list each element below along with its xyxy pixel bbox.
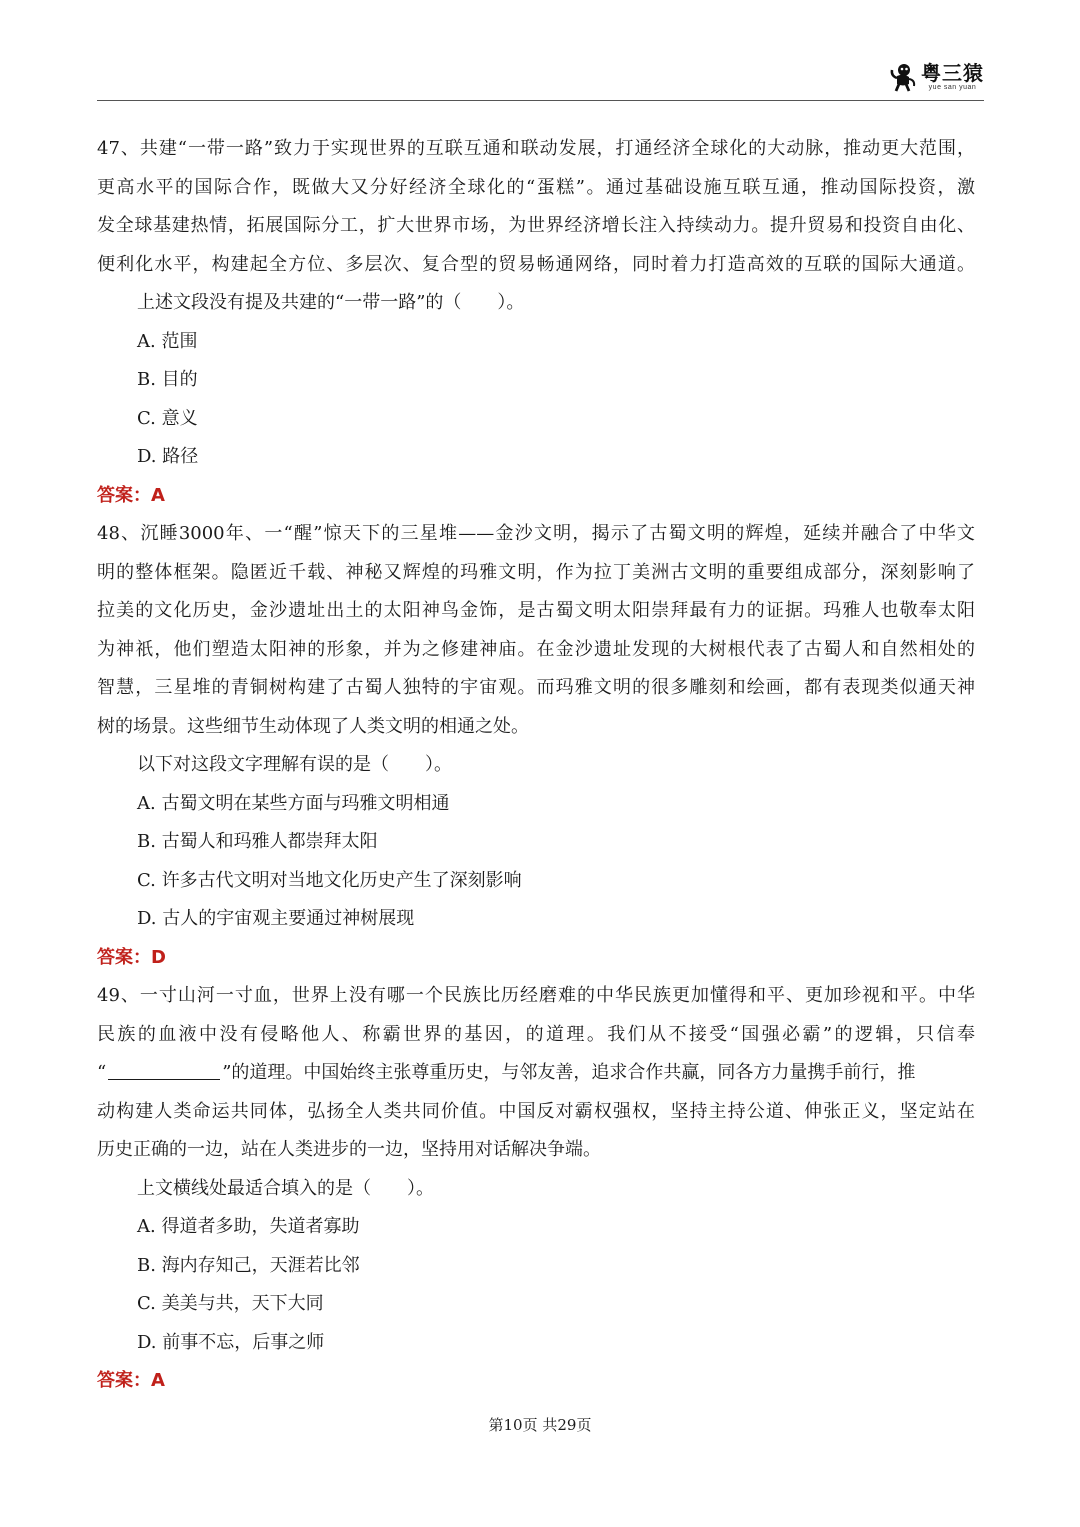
- answer-label: 答案：D: [97, 946, 166, 968]
- question-stem-line: 树的场景。这些细节生动体现了人类文明的相通之处。: [97, 715, 529, 737]
- option-d: D. 古人的宇宙观主要通过神树展现: [137, 908, 415, 929]
- question-stem-line: 拉美的文化历史，金沙遗址出土的太阳神鸟金饰，是古蜀文明太阳崇拜最有力的证据。玛雅人也敬奉太阳: [97, 600, 975, 621]
- option-c: C. 美美与共，天下大同: [137, 1293, 324, 1314]
- document-body: [97, 130, 975, 1401]
- question-47: [97, 130, 975, 515]
- question-stem-line: 49、一寸山河一寸血，世界上没有哪一个民族比历经磨难的中华民族更加懂得和平、更加珍视和平。中华: [97, 985, 975, 1006]
- logo-name: 粤三猿: [921, 61, 984, 85]
- option-a: A. 范围: [137, 330, 198, 352]
- option-c: C. 许多古代文明对当地文化历史产生了深刻影响: [137, 869, 522, 891]
- question-stem-line: 智慧，三星堆的青铜树构建了古蜀人独特的宇宙观。而玛雅文明的很多雕刻和绘画，都有表现类似通天神: [97, 677, 975, 698]
- blank-open-quote: “: [97, 1062, 107, 1083]
- option-b: B. 目的: [137, 369, 198, 390]
- blank-line-rest: ”的道理。中国始终主张尊重历史，与邻友善，追求合作共赢，同各方力量携手前行，推: [222, 1062, 916, 1083]
- option-d: D. 路径: [137, 446, 199, 467]
- answer-label: 答案：A: [97, 1370, 165, 1391]
- question-stem-line: 48、沉睡3000年、一“醒”惊天下的三星堆——金沙文明，揭示了古蜀文明的辉煌，延续并融合了中华文: [97, 523, 975, 544]
- question-49: [97, 977, 975, 1401]
- question-prompt: 上述文段没有提及共建的“一带一路”的（ ）。: [137, 292, 525, 313]
- option-c: C. 意义: [137, 407, 198, 429]
- question-prompt: 上文横线处最适合填入的是（ ）。: [137, 1177, 434, 1199]
- question-stem-line: 民族的血液中没有侵略他人、称霸世界的基因，的道理。我们从不接受“国强必霸”的逻辑，只信奉: [97, 1023, 975, 1045]
- question-stem-line-with-blank: [97, 1054, 975, 1093]
- option-b: B. 古蜀人和玛雅人都崇拜太阳: [137, 831, 378, 852]
- fill-in-blank: [108, 1061, 220, 1080]
- page-header: [97, 56, 984, 101]
- page-number: 第10页 共29页: [488, 1416, 592, 1434]
- question-stem-line: 为神祇，他们塑造太阳神的形象，并为之修建神庙。在金沙遗址发现的大树根代表了古蜀人和自然相处的: [97, 638, 975, 660]
- monkey-icon: [887, 62, 917, 92]
- question-stem-line: 明的整体框架。隐匿近千载、神秘又辉煌的玛雅文明，作为拉丁美洲古文明的重要组成部分，深刻影响了: [97, 561, 975, 583]
- option-a: A. 得道者多助，失道者寡助: [137, 1216, 360, 1237]
- option-a: A. 古蜀文明在某些方面与玛雅文明相通: [137, 792, 450, 814]
- answer-label: 答案：A: [97, 484, 165, 506]
- question-stem-line: 发全球基建热情，拓展国际分工，扩大世界市场，为世界经济增长注入持续动力。提升贸易和投资自由化、: [97, 215, 975, 236]
- question-stem-line: 便利化水平，构建起全方位、多层次、复合型的贸易畅通网络，同时着力打造高效的互联的国际大通道。: [97, 253, 975, 275]
- option-d: D. 前事不忘，后事之师: [137, 1331, 325, 1353]
- question-stem-line: 历史正确的一边，站在人类进步的一边，坚持用对话解决争端。: [97, 1139, 601, 1160]
- option-b: B. 海内存知己，天涯若比邻: [137, 1254, 360, 1276]
- question-stem-line: 动构建人类命运共同体，弘扬全人类共同价值。中国反对霸权强权，坚持主持公道、伸张正义，坚定站在: [97, 1100, 975, 1122]
- logo-pinyin: yue san yuan: [928, 84, 977, 91]
- question-prompt: 以下对这段文字理解有误的是（ ）。: [137, 754, 452, 775]
- question-48: [97, 515, 975, 977]
- brand-logo: [887, 62, 984, 96]
- question-stem-line: 47、共建“一带一路”致力于实现世界的互联互通和联动发展，打通经济全球化的大动脉，推动更大范围，: [97, 138, 975, 159]
- question-stem-line: 更高水平的国际合作，既做大又分好经济全球化的“蛋糕”。通过基础设施互联互通，推动国际投资，激: [97, 176, 975, 198]
